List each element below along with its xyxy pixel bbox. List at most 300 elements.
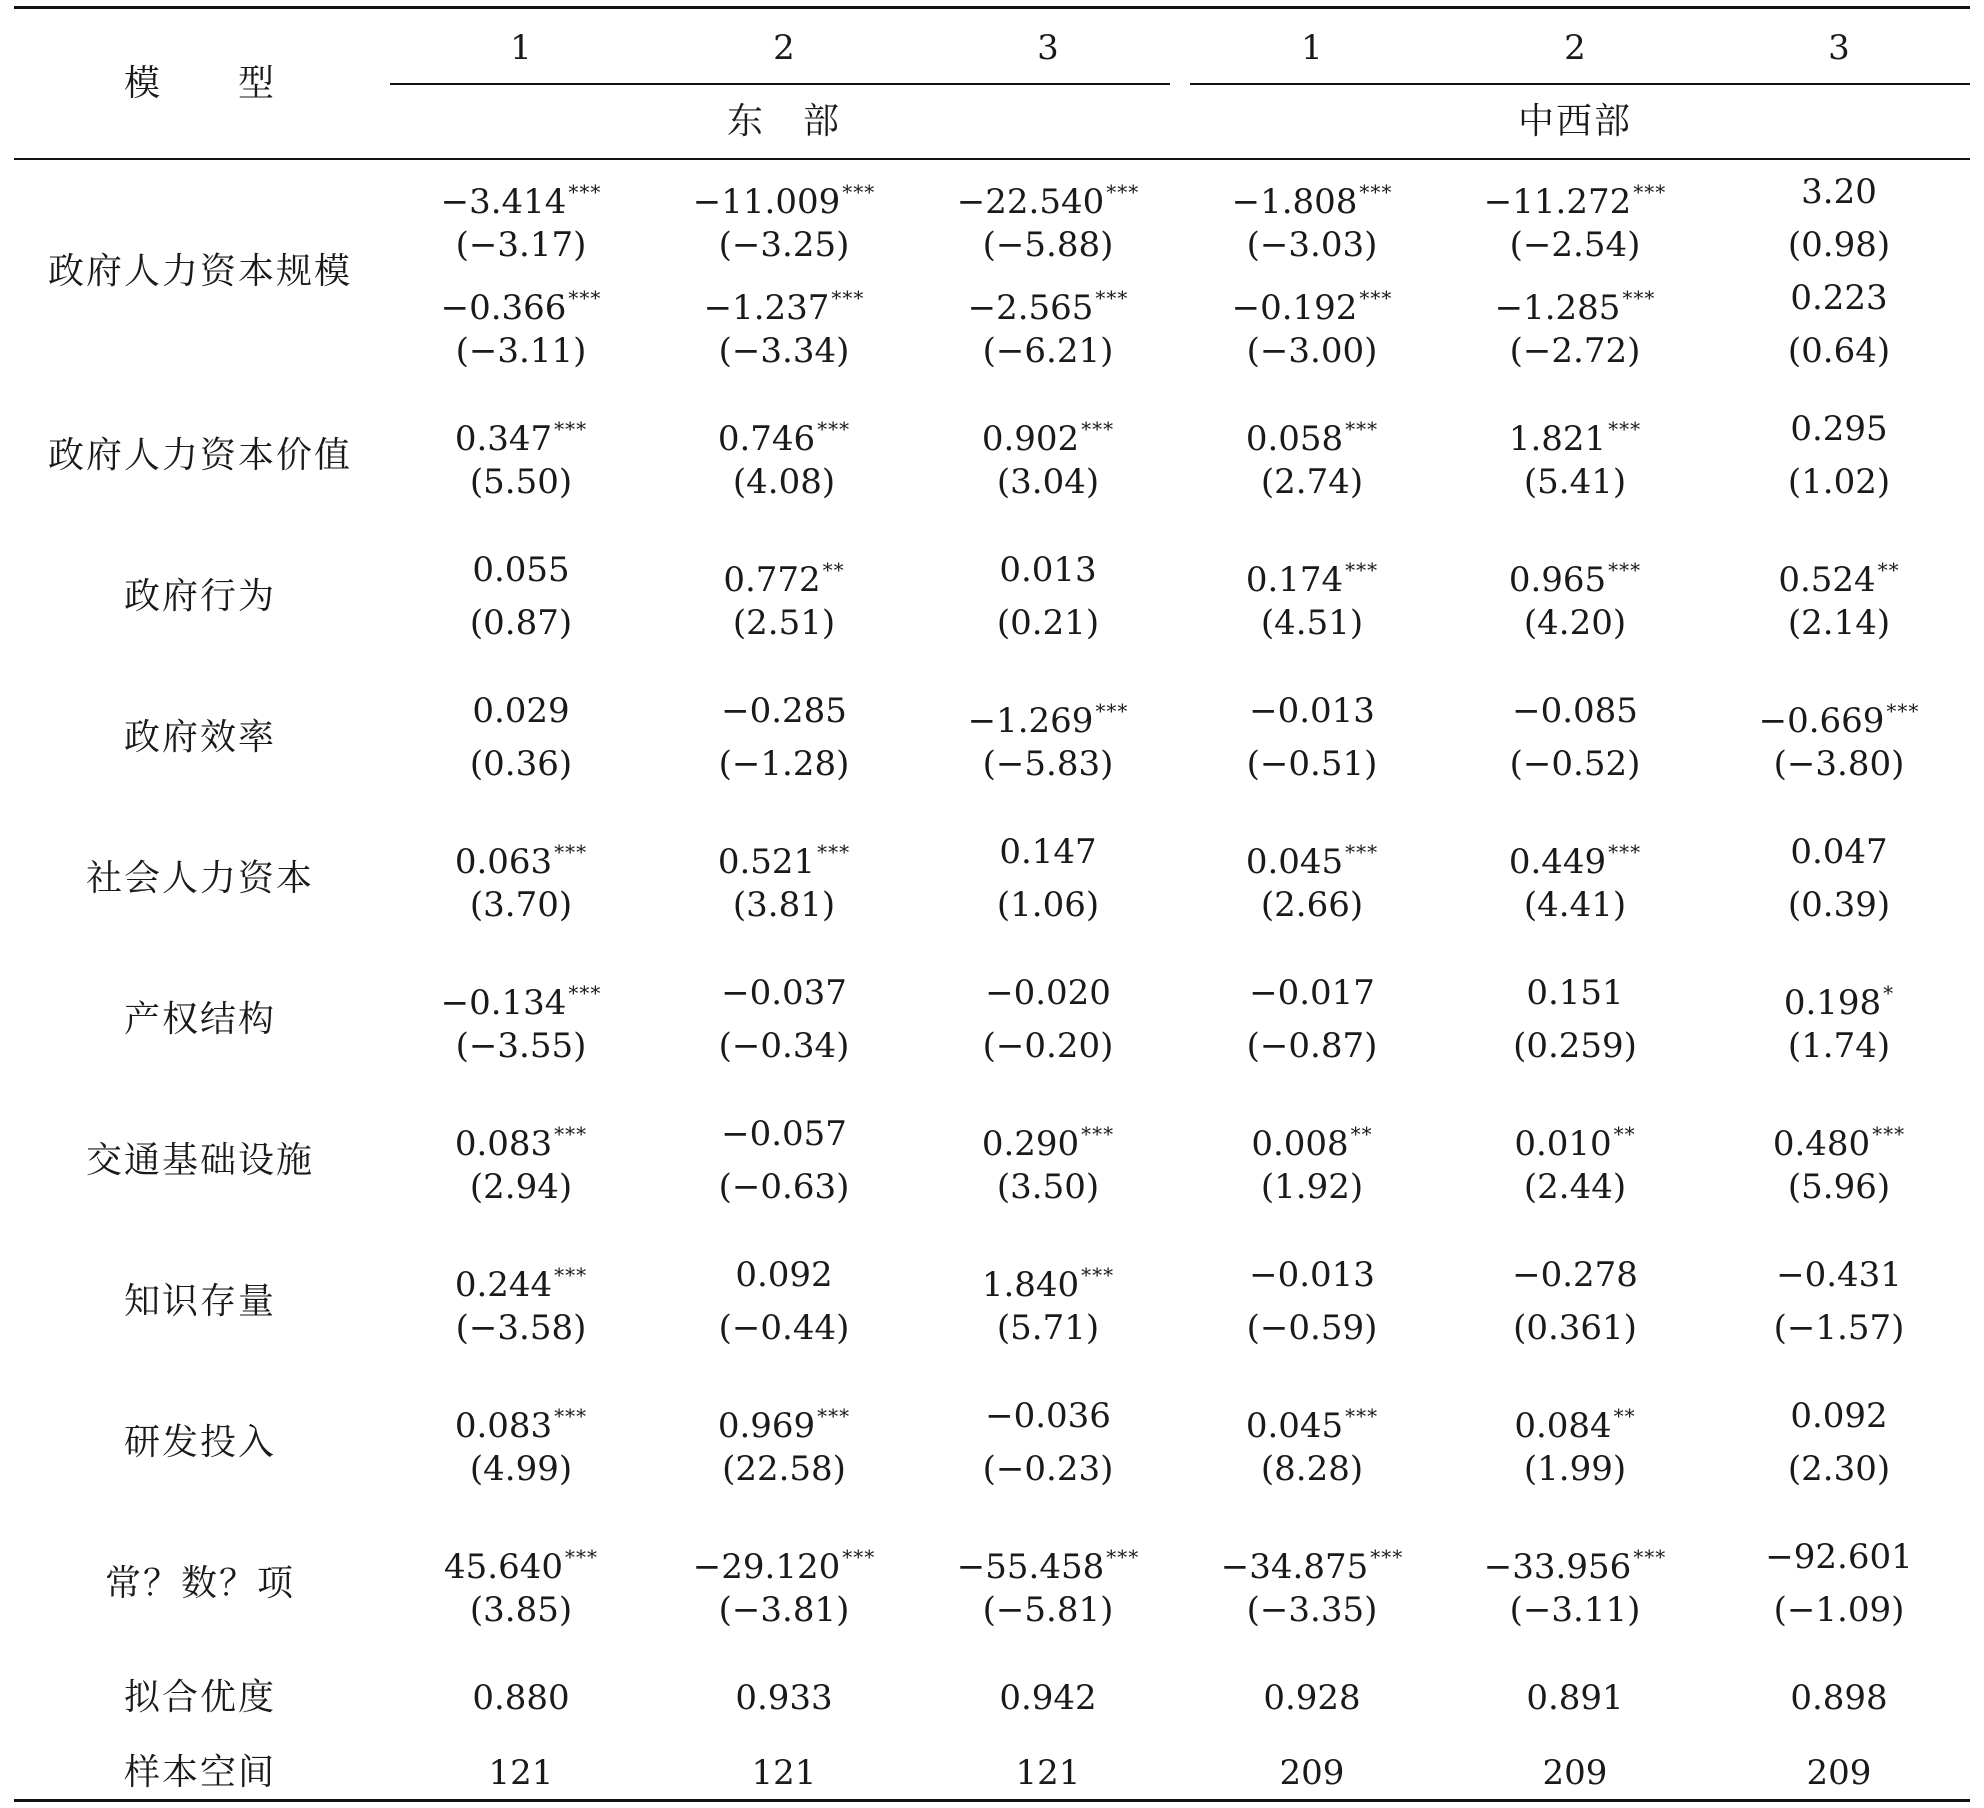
coefficient-value [718, 832, 850, 882]
row-label: 拟合优度 [123, 1677, 277, 1718]
cell-text: (−0.59) [1246, 1308, 1378, 1348]
significance-stars: *** [1359, 286, 1393, 310]
cell-text: 1.840 [981, 1265, 1080, 1305]
coefficient-value [1790, 409, 1887, 449]
coefficient-value [1514, 1396, 1635, 1446]
significance-stars: *** [568, 180, 602, 204]
model-header-label: 模 型 [123, 63, 277, 104]
t-statistic-value [997, 885, 1099, 925]
coefficient-value [752, 1753, 817, 1793]
significance-stars: *** [554, 1404, 588, 1428]
t-statistic-value [983, 1026, 1114, 1066]
row-label: 政府行为 [123, 575, 277, 617]
cell-text: (1.74) [1787, 1026, 1891, 1066]
coefficient-value [472, 1678, 569, 1718]
t-statistic-value [1524, 1167, 1626, 1207]
coefficient-value [455, 409, 587, 459]
significance-stars: *** [1345, 558, 1379, 582]
t-statistic-value [733, 885, 835, 925]
cell-text: −0.020 [985, 973, 1111, 1013]
significance-stars: *** [1886, 699, 1920, 723]
cell-text: (−3.35) [1246, 1590, 1378, 1630]
cell-text: −0.017 [1249, 973, 1375, 1013]
t-statistic-value [997, 462, 1099, 502]
row-label: 知识存量 [123, 1280, 277, 1322]
cell-text: (0.36) [469, 744, 573, 784]
cell-text: (−2.54) [1509, 225, 1641, 265]
cell-text: 0.198 [1783, 983, 1882, 1023]
cell-text: −1.237 [703, 288, 830, 328]
t-statistic-value [719, 225, 850, 265]
coefficient-value [1543, 1753, 1608, 1793]
t-statistic-value [1261, 1167, 1363, 1207]
row-label: 产权结构 [123, 998, 277, 1040]
coefficient-value [968, 278, 1129, 328]
significance-stars: *** [554, 840, 588, 864]
cell-text: −0.013 [1249, 691, 1375, 731]
cell-text: (−3.34) [718, 331, 850, 371]
coefficient-value [982, 1255, 1114, 1305]
coefficient-value [1790, 1678, 1887, 1718]
cell-text: (3.04) [996, 462, 1100, 502]
t-statistic-value [470, 603, 572, 643]
east-group-rule [390, 83, 1170, 85]
coefficient-value [693, 1537, 875, 1587]
cell-text: (−1.28) [718, 744, 850, 784]
cell-text: 0.969 [717, 1406, 816, 1446]
cell-text: (1.99) [1523, 1449, 1627, 1489]
cell-text: 0.058 [1245, 419, 1344, 459]
t-statistic-value [722, 1449, 846, 1489]
significance-stars: *** [1608, 840, 1642, 864]
cell-text: (−5.83) [982, 744, 1114, 784]
cell-text: 0.290 [981, 1124, 1080, 1164]
significance-stars: *** [554, 417, 588, 441]
t-statistic-value [1524, 885, 1626, 925]
cell-text: (−3.03) [1246, 225, 1378, 265]
t-statistic-value [470, 1590, 572, 1630]
significance-stars: *** [1608, 558, 1642, 582]
coefficient-value [1512, 1255, 1638, 1295]
t-statistic-value [1247, 331, 1378, 371]
cell-text: 0.223 [1790, 278, 1888, 318]
t-statistic-value [1261, 885, 1363, 925]
cell-text: (−0.63) [718, 1167, 850, 1207]
cell-text: (−3.55) [455, 1026, 587, 1066]
significance-stars: *** [1872, 1122, 1906, 1146]
cell-text: (4.08) [732, 462, 836, 502]
bottom-rule [14, 1799, 1970, 1802]
t-statistic-value [1510, 1590, 1641, 1630]
coefficient-value [1807, 1753, 1872, 1793]
significance-stars: *** [1345, 840, 1379, 864]
t-statistic-value [1788, 225, 1890, 265]
t-statistic-value [1788, 885, 1890, 925]
coefficient-value [1249, 691, 1375, 731]
cell-text: 0.063 [454, 842, 553, 882]
cell-text: −0.669 [1758, 701, 1885, 741]
row-label: 常？数？项 [104, 1562, 296, 1604]
cell-text: 0.295 [1790, 409, 1888, 449]
coefficient-value [1221, 1537, 1403, 1587]
coefficient-value [985, 1396, 1111, 1436]
cell-text: 0.746 [717, 419, 816, 459]
cell-text: (4.41) [1523, 885, 1627, 925]
cell-text: (2.94) [469, 1167, 573, 1207]
cell-text: 0.880 [472, 1678, 570, 1718]
cell-text: (−3.17) [455, 225, 587, 265]
cell-text: 0.449 [1508, 842, 1607, 882]
cell-text: (−1.09) [1773, 1590, 1905, 1630]
coefficient-value [472, 691, 569, 731]
coefficient-value [1784, 973, 1894, 1023]
cell-text: 0.029 [472, 691, 570, 731]
cell-text: (0.39) [1787, 885, 1891, 925]
t-statistic-value [456, 331, 587, 371]
coefficient-value [1512, 691, 1638, 731]
coefficient-value [1016, 1753, 1081, 1793]
model-number: 2 [773, 28, 795, 68]
coefficient-value [735, 1255, 832, 1295]
cell-text: −33.956 [1483, 1547, 1632, 1587]
coefficient-value [1765, 1537, 1912, 1577]
t-statistic-value [719, 744, 850, 784]
t-statistic-value [456, 1026, 587, 1066]
cell-text: 0.933 [735, 1678, 833, 1718]
cell-text: (−3.11) [455, 331, 587, 371]
significance-stars: ** [822, 558, 845, 582]
t-statistic-value [1510, 744, 1641, 784]
cell-text: −0.134 [440, 983, 567, 1023]
t-statistic-value [997, 603, 1099, 643]
cell-text: 0.083 [454, 1124, 553, 1164]
coefficient-value [721, 1114, 847, 1154]
cell-text: 0.928 [1263, 1678, 1361, 1718]
cell-text: −0.285 [721, 691, 847, 731]
coefficient-value [441, 278, 602, 328]
t-statistic-value [1247, 1308, 1378, 1348]
cell-text: −1.808 [1231, 182, 1358, 222]
cell-text: (0.87) [469, 603, 573, 643]
cell-text: (4.99) [469, 1449, 573, 1489]
coefficient-value [444, 1537, 598, 1587]
t-statistic-value [1247, 1590, 1378, 1630]
cell-text: (2.66) [1260, 885, 1364, 925]
cell-text: (22.58) [722, 1449, 846, 1489]
t-statistic-value [1247, 744, 1378, 784]
coefficient-value [1232, 278, 1393, 328]
top-rule [14, 6, 1970, 9]
significance-stars: *** [564, 1545, 598, 1569]
cell-text: −55.458 [956, 1547, 1105, 1587]
significance-stars: *** [1106, 1545, 1140, 1569]
t-statistic-value [456, 225, 587, 265]
coefficient-value [1263, 1678, 1360, 1718]
t-statistic-value [733, 603, 835, 643]
model-number: 3 [1037, 28, 1059, 68]
coefficient-value [472, 550, 569, 590]
significance-stars: ** [1350, 1122, 1373, 1146]
cell-text: (1.92) [1260, 1167, 1364, 1207]
coefficient-value [1778, 550, 1899, 600]
cell-text: (3.50) [996, 1167, 1100, 1207]
central-west-group-rule [1190, 83, 1970, 85]
cell-text: (1.02) [1787, 462, 1891, 502]
significance-stars: *** [554, 1122, 588, 1146]
t-statistic-value [470, 1449, 572, 1489]
cell-text: 0.147 [999, 832, 1097, 872]
significance-stars: *** [817, 417, 851, 441]
cell-text: (0.361) [1513, 1308, 1637, 1348]
coefficient-value [957, 1537, 1139, 1587]
coefficient-value [968, 691, 1129, 741]
significance-stars: *** [1106, 180, 1140, 204]
cell-text: (−0.20) [982, 1026, 1114, 1066]
coefficient-value [1246, 832, 1378, 882]
coefficient-value [999, 832, 1096, 872]
row-label: 政府人力资本价值 [47, 434, 353, 476]
t-statistic-value [719, 331, 850, 371]
cell-text: 209 [1279, 1753, 1345, 1793]
cell-text: (−5.81) [982, 1590, 1114, 1630]
cell-text: 0.244 [454, 1265, 553, 1305]
cell-text: (4.51) [1260, 603, 1364, 643]
cell-text: 0.965 [1508, 560, 1607, 600]
cell-text: 0.942 [999, 1678, 1097, 1718]
group-label-east: 东 部 [726, 101, 842, 142]
cell-text: (0.21) [996, 603, 1100, 643]
cell-text: 0.045 [1245, 842, 1344, 882]
coefficient-value [1484, 1537, 1666, 1587]
coefficient-value [441, 172, 602, 222]
t-statistic-value [1774, 744, 1905, 784]
cell-text: −1.269 [967, 701, 1094, 741]
cell-text: (−0.44) [718, 1308, 850, 1348]
cell-text: −0.013 [1249, 1255, 1375, 1295]
cell-text: (−3.00) [1246, 331, 1378, 371]
cell-text: (5.50) [469, 462, 573, 502]
significance-stars: *** [1095, 699, 1129, 723]
coefficient-value [1251, 1114, 1372, 1164]
t-statistic-value [470, 462, 572, 502]
coefficient-value [985, 973, 1111, 1013]
significance-stars: *** [817, 840, 851, 864]
cell-text: (2.30) [1787, 1449, 1891, 1489]
t-statistic-value [1774, 1308, 1905, 1348]
coefficient-value [693, 172, 875, 222]
cell-text: −0.366 [440, 288, 567, 328]
model-number: 2 [1564, 28, 1586, 68]
cell-text: 0.084 [1514, 1406, 1612, 1446]
significance-stars: *** [568, 981, 602, 1005]
coefficient-value [1773, 1114, 1905, 1164]
cell-text: 0.521 [717, 842, 816, 882]
t-statistic-value [1524, 603, 1626, 643]
coefficient-value [1526, 973, 1623, 1013]
significance-stars: *** [568, 286, 602, 310]
significance-stars: *** [1345, 1404, 1379, 1428]
cell-text: −11.009 [692, 182, 841, 222]
coefficient-value [1509, 550, 1641, 600]
cell-text: (4.20) [1523, 603, 1627, 643]
coefficient-value [1495, 278, 1656, 328]
coefficient-value [1509, 832, 1641, 882]
cell-text: −1.285 [1494, 288, 1621, 328]
significance-stars: *** [842, 1545, 876, 1569]
significance-stars: *** [1081, 417, 1115, 441]
coefficient-value [1514, 1114, 1635, 1164]
row-label: 交通基础设施 [85, 1139, 315, 1181]
cell-text: (5.71) [996, 1308, 1100, 1348]
cell-text: (3.70) [469, 885, 573, 925]
cell-text: (2.74) [1260, 462, 1364, 502]
coefficient-value [1280, 1753, 1345, 1793]
t-statistic-value [1774, 1590, 1905, 1630]
cell-text: −3.414 [440, 182, 567, 222]
row-label: 社会人力资本 [85, 857, 315, 899]
cell-text: 0.013 [999, 550, 1097, 590]
cell-text: −29.120 [692, 1547, 841, 1587]
coefficient-value [455, 832, 587, 882]
coefficient-value [1249, 1255, 1375, 1295]
t-statistic-value [1524, 462, 1626, 502]
t-statistic-value [1524, 1449, 1626, 1489]
cell-text: (2.51) [732, 603, 836, 643]
t-statistic-value [997, 1308, 1099, 1348]
cell-text: 0.010 [1514, 1124, 1612, 1164]
t-statistic-value [456, 1308, 587, 1348]
cell-text: −34.875 [1220, 1547, 1369, 1587]
cell-text: (−0.52) [1509, 744, 1641, 784]
cell-text: 209 [1542, 1753, 1608, 1793]
t-statistic-value [1261, 603, 1363, 643]
significance-stars: *** [831, 286, 865, 310]
cell-text: (0.64) [1787, 331, 1891, 371]
significance-stars: *** [1622, 286, 1656, 310]
t-statistic-value [983, 744, 1114, 784]
cell-text: 0.772 [723, 560, 821, 600]
cell-text: (−5.88) [982, 225, 1114, 265]
cell-text: 121 [751, 1753, 817, 1793]
cell-text: (5.96) [1787, 1167, 1891, 1207]
coefficient-value [999, 1678, 1096, 1718]
significance-stars: *** [1081, 1263, 1115, 1287]
significance-stars: *** [1345, 417, 1379, 441]
cell-text: 0.092 [1790, 1396, 1888, 1436]
cell-text: −0.036 [985, 1396, 1111, 1436]
t-statistic-value [1247, 1026, 1378, 1066]
cell-text: (−0.87) [1246, 1026, 1378, 1066]
t-statistic-value [983, 1590, 1114, 1630]
t-statistic-value [470, 885, 572, 925]
cell-text: (2.44) [1523, 1167, 1627, 1207]
cell-text: 0.524 [1778, 560, 1876, 600]
t-statistic-value [733, 462, 835, 502]
significance-stars: *** [1370, 1545, 1404, 1569]
cell-text: 45.640 [444, 1547, 563, 1587]
cell-text: (−6.21) [982, 331, 1114, 371]
t-statistic-value [719, 1308, 850, 1348]
significance-stars: *** [1633, 1545, 1667, 1569]
model-number: 3 [1828, 28, 1850, 68]
coefficient-value [1249, 973, 1375, 1013]
cell-text: (3.81) [732, 885, 836, 925]
significance-stars: * [1883, 981, 1895, 1005]
cell-text: (5.41) [1523, 462, 1627, 502]
cell-text: 0.092 [735, 1255, 833, 1295]
significance-stars: *** [1359, 180, 1393, 204]
cell-text: (−3.25) [718, 225, 850, 265]
cell-text: (−3.80) [1773, 744, 1905, 784]
t-statistic-value [1261, 462, 1363, 502]
significance-stars: ** [1613, 1404, 1636, 1428]
cell-text: 1.821 [1508, 419, 1607, 459]
coefficient-value [455, 1114, 587, 1164]
coefficient-value [1526, 1678, 1623, 1718]
t-statistic-value [470, 1167, 572, 1207]
significance-stars: *** [817, 1404, 851, 1428]
cell-text: −0.057 [721, 1114, 847, 1154]
coefficient-value [735, 1678, 832, 1718]
model-number: 1 [510, 28, 532, 68]
t-statistic-value [719, 1590, 850, 1630]
significance-stars: *** [1608, 417, 1642, 441]
cell-text: 0.083 [454, 1406, 553, 1446]
t-statistic-value [719, 1167, 850, 1207]
cell-text: 0.347 [454, 419, 553, 459]
coefficient-value [999, 550, 1096, 590]
cell-text: (−0.51) [1246, 744, 1378, 784]
cell-text: 0.008 [1251, 1124, 1349, 1164]
coefficient-value [1801, 172, 1877, 212]
significance-stars: *** [1095, 286, 1129, 310]
coefficient-value [1246, 409, 1378, 459]
cell-text: 0.151 [1526, 973, 1624, 1013]
t-statistic-value [983, 331, 1114, 371]
cell-text: 0.480 [1772, 1124, 1871, 1164]
cell-text: 121 [488, 1753, 554, 1793]
cell-text: (0.98) [1787, 225, 1891, 265]
significance-stars: *** [1081, 1122, 1115, 1146]
coefficient-value [1790, 1396, 1887, 1436]
header-bottom-rule [14, 158, 1970, 160]
coefficient-value [1790, 278, 1887, 318]
coefficient-value [1790, 832, 1887, 872]
t-statistic-value [1261, 1449, 1363, 1489]
t-statistic-value [983, 225, 1114, 265]
significance-stars: ** [1613, 1122, 1636, 1146]
coefficient-value [1776, 1255, 1902, 1295]
t-statistic-value [1788, 603, 1890, 643]
cell-text: 0.174 [1245, 560, 1344, 600]
coefficient-value [721, 691, 847, 731]
coefficient-value [441, 973, 602, 1023]
cell-text: (3.85) [469, 1590, 573, 1630]
significance-stars: ** [1877, 558, 1900, 582]
t-statistic-value [1788, 1167, 1890, 1207]
cell-text: −2.565 [967, 288, 1094, 328]
group-label-central-west: 中西部 [1517, 101, 1633, 142]
significance-stars: *** [1633, 180, 1667, 204]
t-statistic-value [1510, 331, 1641, 371]
coefficient-value [489, 1753, 554, 1793]
coefficient-value [1246, 550, 1378, 600]
coefficient-value [721, 973, 847, 1013]
cell-text: 0.902 [981, 419, 1080, 459]
cell-text: −0.278 [1512, 1255, 1638, 1295]
cell-text: (1.06) [996, 885, 1100, 925]
coefficient-value [1484, 172, 1666, 222]
